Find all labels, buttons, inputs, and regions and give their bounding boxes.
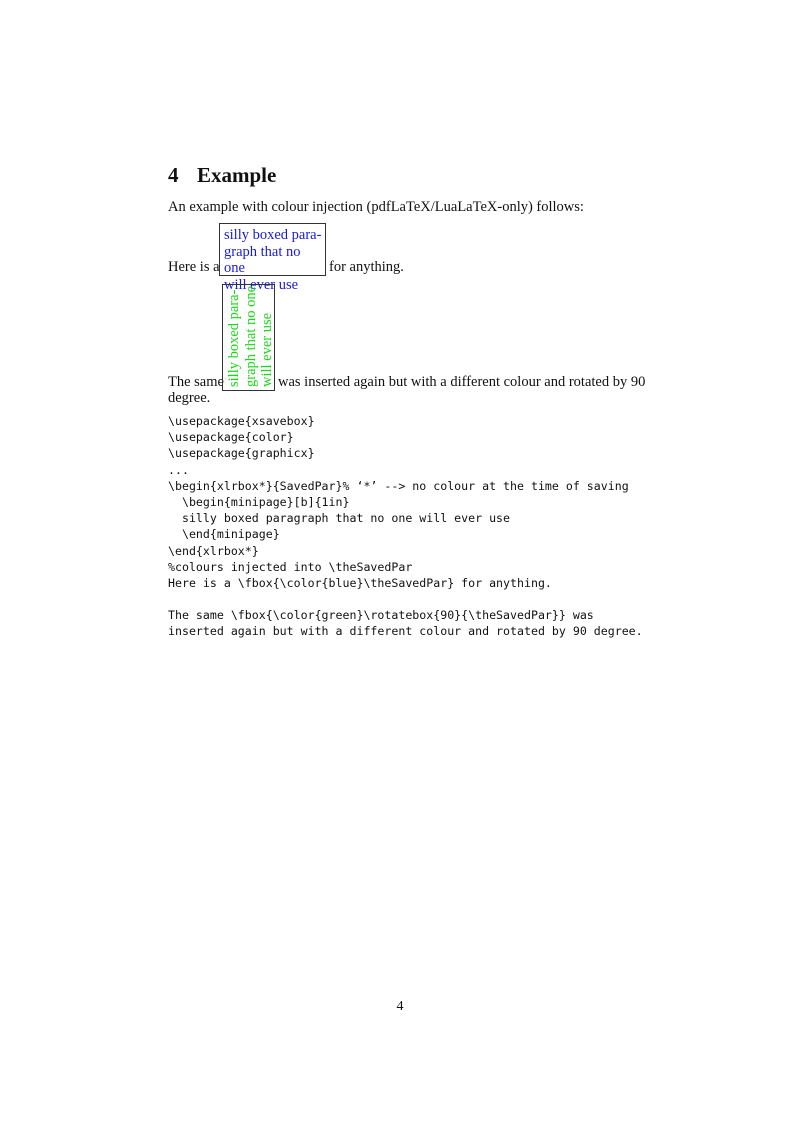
- example-line-2-end: was inserted again but with a different colour and rotated by 90: [278, 374, 646, 390]
- example-line-2-cont: degree.: [168, 390, 211, 406]
- section-title: Example: [197, 163, 277, 187]
- code-line: \usepackage{color}: [168, 430, 294, 445]
- code-line: %colours injected into \theSavedPar: [168, 559, 413, 574]
- green-paragraph-text: [226, 285, 276, 387]
- green-para-line: silly boxed para-: [226, 289, 242, 387]
- blue-para-line: will ever use: [224, 276, 299, 293]
- code-line: \usepackage{graphicx}: [168, 446, 315, 461]
- blue-para-line: silly boxed para-: [224, 227, 322, 243]
- code-line: \usepackage{xsavebox}: [168, 414, 315, 428]
- code-listing: [168, 413, 643, 640]
- page-number: 4: [396, 999, 404, 1014]
- example-line-1-start: Here is a: [168, 259, 220, 275]
- intro-text: An example with colour injection (pdf: [168, 199, 391, 215]
- code-line: Here is a \fbox{\color{blue}\theSavedPar} for anything.: [168, 575, 552, 590]
- example-line-1-end: for anything.: [329, 259, 404, 275]
- code-line: \begin{xlrbox*}{SavedPar}% ‘*’ --> no colour at the time of saving: [168, 478, 629, 493]
- intro-text-mid: /Lua: [430, 199, 458, 215]
- latex-logo-2: LaTeX: [457, 199, 498, 215]
- green-para-line: graph that no one: [242, 285, 259, 387]
- code-line: The same \fbox{\color{green}\rotatebox{90}{\theSavedPar}} was: [168, 608, 594, 623]
- code-line: [168, 591, 643, 607]
- code-line: \begin{minipage}[b]{1in}: [168, 494, 350, 509]
- intro-paragraph: [168, 199, 584, 216]
- intro-text-end: -only) follows:: [497, 199, 584, 215]
- green-rotated-boxed-paragraph: [222, 284, 275, 391]
- section-number: 4: [168, 163, 179, 187]
- blue-boxed-paragraph: [219, 223, 326, 293]
- latex-logo: LaTeX: [390, 199, 431, 215]
- section-heading: [168, 163, 276, 188]
- code-line: \end{xlrbox*}: [168, 543, 259, 558]
- code-line: ...: [168, 462, 189, 477]
- code-line: silly boxed paragraph that no one will ever use: [168, 511, 511, 526]
- code-line: \end{minipage}: [168, 527, 280, 542]
- blue-para-line: graph that no one: [224, 243, 301, 276]
- green-para-line: will ever use: [259, 312, 275, 387]
- code-line: inserted again but with a different colour and rotated by 90 degree.: [168, 624, 643, 639]
- example-line-2-start: The same: [168, 374, 224, 390]
